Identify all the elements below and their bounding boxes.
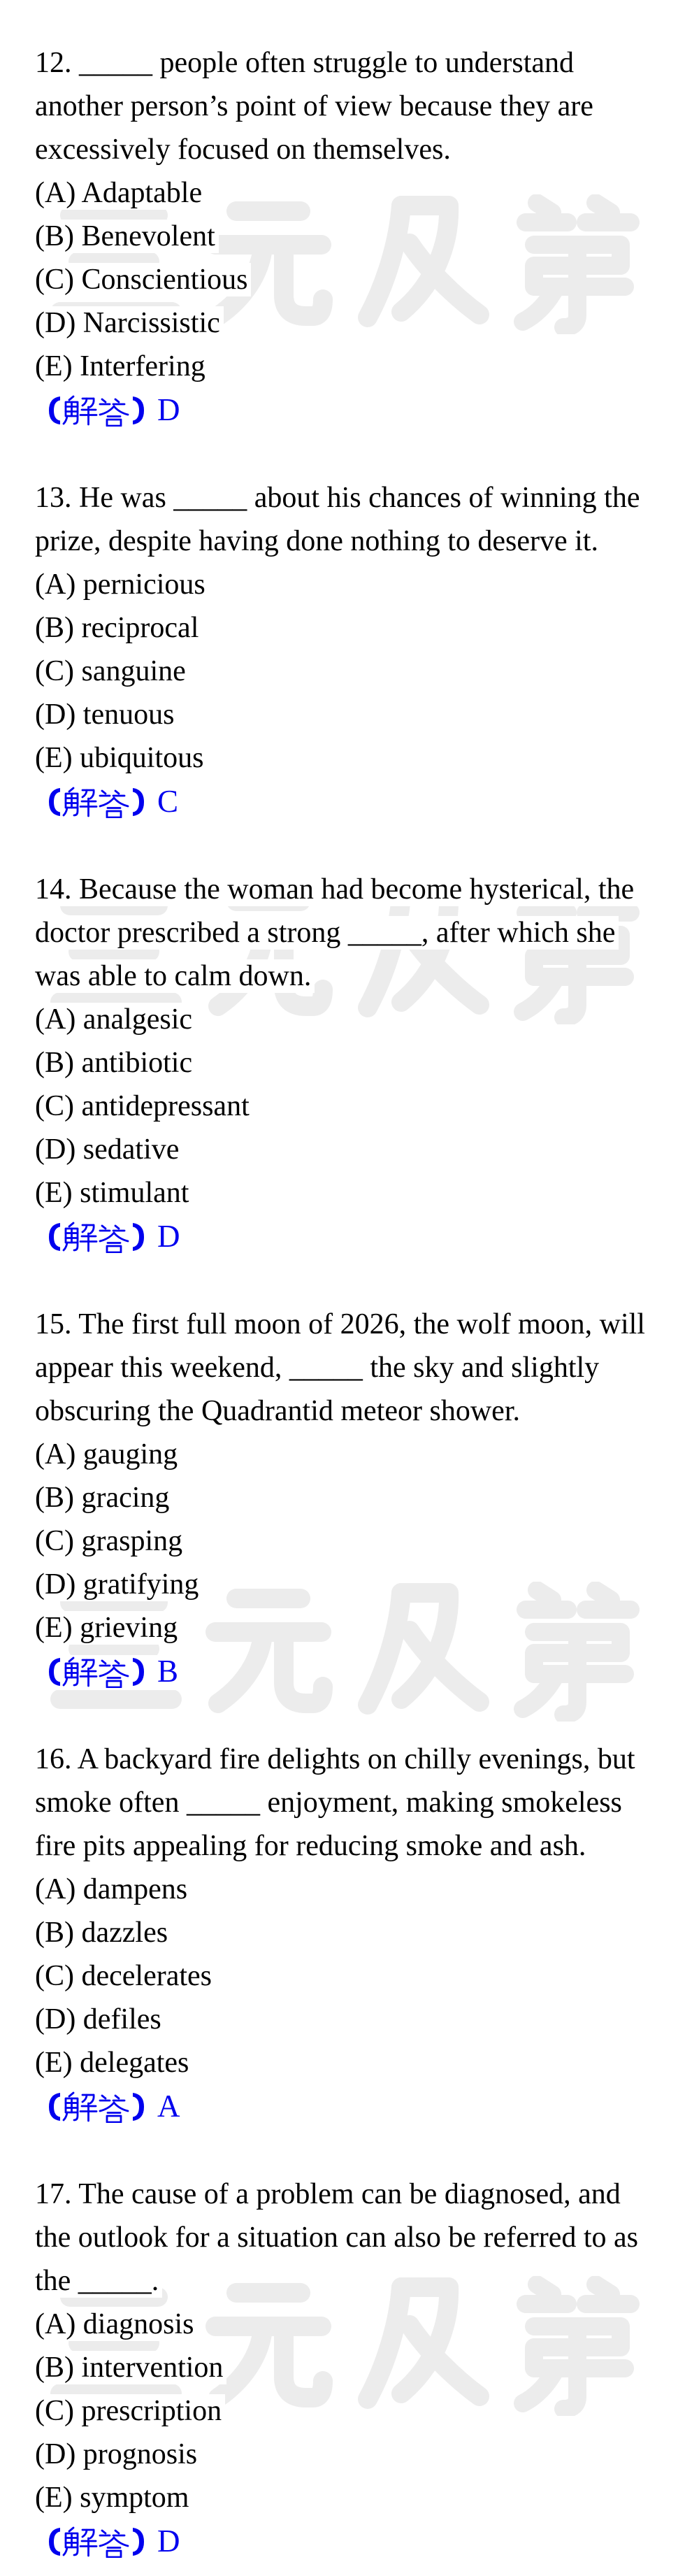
answer-letter: D [157, 1219, 180, 1254]
question-line: 16. A backyard fire delights on chilly evenings, but [35, 1738, 685, 1781]
answer-row [35, 1215, 685, 1259]
question-line: excessively focused on themselves. [35, 128, 685, 171]
question-17 [35, 2173, 685, 2564]
answer-letter: A [157, 2089, 180, 2124]
question-line: another person’s point of view because they are [35, 85, 685, 128]
option-c: (C) sanguine [35, 650, 685, 693]
question-line: 15. The first full moon of 2026, the wolf moon, will [35, 1303, 685, 1346]
option-e: (E) symptom [35, 2476, 685, 2519]
option-c: (C) Conscientious [35, 258, 685, 301]
question-line: the _____. [35, 2259, 685, 2303]
option-d: (D) prognosis [35, 2433, 685, 2476]
answer-label [44, 394, 149, 427]
option-b: (B) antibiotic [35, 1041, 685, 1085]
answer-row [35, 1650, 685, 1694]
option-a: (A) diagnosis [35, 2303, 685, 2346]
option-c: (C) grasping [35, 1519, 685, 1563]
question-14 [35, 868, 685, 1259]
option-d: (D) sedative [35, 1128, 685, 1171]
option-e: (E) delegates [35, 2041, 685, 2084]
option-a: (A) gauging [35, 1433, 685, 1476]
option-c: (C) decelerates [35, 1954, 685, 1998]
option-a: (A) pernicious [35, 563, 685, 606]
answer-row [35, 780, 685, 824]
answer-row [35, 2519, 685, 2564]
question-line: smoke often _____ enjoyment, making smokeless [35, 1781, 685, 1824]
question-line: obscuring the Quadrantid meteor shower. [35, 1389, 685, 1433]
option-e: (E) grieving [35, 1606, 685, 1650]
question-line: appear this weekend, _____ the sky and slightly [35, 1346, 685, 1389]
option-b: (B) reciprocal [35, 606, 685, 650]
answer-letter: C [157, 784, 179, 819]
option-d: (D) Narcissistic [35, 301, 685, 345]
answer-row [35, 2084, 685, 2129]
answer-letter: B [157, 1654, 179, 1689]
option-b: (B) intervention [35, 2346, 685, 2389]
question-line: 12. _____ people often struggle to understand [35, 41, 685, 85]
question-line: was able to calm down. [35, 954, 685, 998]
answer-label [44, 786, 149, 818]
option-b: (B) gracing [35, 1476, 685, 1519]
question-line: 17. The cause of a problem can be diagnosed, and [35, 2173, 685, 2216]
option-e: (E) ubiquitous [35, 736, 685, 780]
option-a: (A) analgesic [35, 998, 685, 1041]
answer-label [44, 2091, 149, 2123]
option-c: (C) prescription [35, 2389, 685, 2433]
question-15 [35, 1303, 685, 1694]
question-line: the outlook for a situation can also be referred to as [35, 2216, 685, 2259]
option-d: (D) tenuous [35, 693, 685, 736]
answer-label [44, 1221, 149, 1253]
answer-row [35, 388, 685, 433]
answer-letter: D [157, 2524, 180, 2559]
question-line: fire pits appealing for reducing smoke and ash. [35, 1824, 685, 1868]
option-d: (D) defiles [35, 1998, 685, 2041]
option-a: (A) dampens [35, 1868, 685, 1911]
option-e: (E) stimulant [35, 1171, 685, 1215]
option-e: (E) Interfering [35, 345, 685, 388]
option-c: (C) antidepressant [35, 1085, 685, 1128]
option-b: (B) Benevolent [35, 215, 685, 258]
question-13 [35, 476, 685, 824]
option-a: (A) Adaptable [35, 171, 685, 215]
question-16 [35, 1738, 685, 2129]
question-line: doctor prescribed a strong _____, after which she [35, 911, 685, 954]
option-b: (B) dazzles [35, 1911, 685, 1954]
question-line: prize, despite having done nothing to deserve it. [35, 520, 685, 563]
answer-label [44, 2526, 149, 2558]
question-12 [35, 41, 685, 433]
option-d: (D) gratifying [35, 1563, 685, 1606]
answer-label [44, 1656, 149, 1688]
question-line: 13. He was _____ about his chances of winning the [35, 476, 685, 520]
answer-letter: D [157, 392, 180, 427]
question-line: 14. Because the woman had become hysterical, the [35, 868, 685, 911]
